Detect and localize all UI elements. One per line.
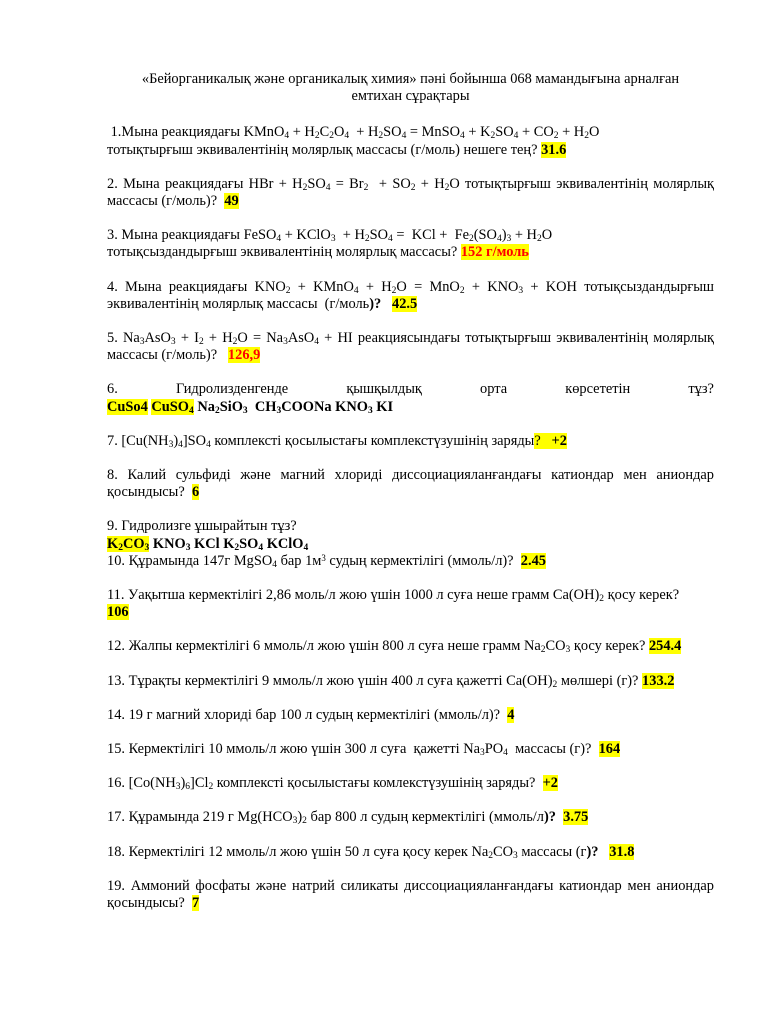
- subscript: 4: [303, 542, 309, 553]
- question-text: массасы (г: [517, 843, 587, 860]
- question-text: )?: [369, 295, 382, 312]
- question-6: [107, 381, 714, 415]
- answer-highlight: 164: [598, 741, 621, 758]
- question-text: O: [588, 124, 600, 141]
- subscript: 2: [459, 285, 465, 296]
- question-text: тотықтырғыш эквивалентінің молярлық массасы (г/моль) нешеге тең?: [107, 141, 542, 158]
- subscript: 4: [258, 542, 264, 553]
- subscript: 2: [391, 285, 397, 296]
- answer-highlight: 254.4: [648, 638, 682, 655]
- question-text: 8. Калий сульфиді және магний хлориді диссоциацияланғандағы катиондар мен аниондар қосындысы?: [107, 467, 718, 501]
- subscript: 2: [553, 131, 559, 142]
- page-title: [107, 71, 714, 105]
- subscript: 3: [506, 234, 512, 245]
- question-text: + I: [175, 330, 199, 347]
- question-text: (SO: [473, 227, 497, 244]
- subscript: 4: [314, 337, 319, 348]
- question-10: [107, 553, 714, 570]
- subscript: 4: [388, 234, 393, 245]
- question-text: KI: [372, 398, 394, 415]
- subscript: 4: [178, 439, 183, 450]
- question-text: тотықсыздандырғыш эквивалентінің молярлық массасы?: [107, 244, 461, 261]
- answer-highlight: 106: [107, 604, 129, 621]
- subscript: 3: [139, 337, 145, 348]
- subscript: 2: [214, 405, 220, 416]
- question-text: тұз?: [688, 381, 714, 398]
- question-text: 18. Кермектілігі 12 ммоль/л жою үшін 50 л суға қосу керек Na: [107, 843, 489, 860]
- question-text: KClO: [263, 535, 304, 552]
- question-line: [107, 741, 714, 758]
- question-line: [107, 433, 714, 450]
- question-text: судың кермектілігі (ммоль/л)?: [325, 552, 521, 569]
- question-line: [107, 775, 714, 792]
- question-text: ): [180, 775, 186, 792]
- question-text: AsO: [287, 330, 315, 347]
- question-line: [107, 638, 714, 655]
- answer-highlight: 6: [191, 484, 200, 501]
- question-8: [107, 467, 718, 501]
- subscript: 4: [276, 234, 282, 245]
- question-text: = Br: [330, 175, 364, 192]
- question-text: қосу керек?: [570, 638, 649, 655]
- answer-highlight: 152 г/моль: [460, 244, 529, 261]
- question-text: 19. Аммоний фосфаты және натрий силикаты диссоциацияланғандағы катиондар мен аниондар қосындысы?: [107, 877, 718, 912]
- question-text: SO: [307, 175, 326, 192]
- question-text: [598, 844, 609, 860]
- subscript: 2: [490, 131, 496, 142]
- question-1: [107, 124, 714, 158]
- question-text: 5. Na: [107, 330, 140, 347]
- question-9: [107, 518, 714, 552]
- subscript: 2: [536, 234, 542, 245]
- subscript: 2: [410, 182, 416, 193]
- question-text: 9. Гидролизге ұшырайтын тұз?: [107, 518, 297, 535]
- subscript: 2: [364, 234, 370, 245]
- subscript: 2: [234, 542, 240, 553]
- subscript: 2: [208, 782, 214, 793]
- subscript: 3: [242, 405, 248, 416]
- question-line: [107, 809, 714, 826]
- question-line: [107, 877, 718, 912]
- question-text: 12. Жалпы кермектілігі 6 ммоль/л жою үшін 800 л суға неше грамм Na: [107, 638, 541, 655]
- subscript: 2: [444, 182, 450, 193]
- question-text: + H: [511, 227, 537, 244]
- question-line: [107, 553, 714, 570]
- question-text: COONa KNO: [281, 398, 368, 415]
- subscript: 3: [283, 337, 288, 348]
- question-line: [107, 844, 714, 861]
- question-text: SO: [383, 124, 402, 141]
- question-text: + H: [203, 330, 233, 347]
- subscript: 2: [232, 337, 238, 348]
- question-text: = KCl + Fe: [392, 227, 469, 244]
- question-text: + H: [289, 124, 315, 141]
- question-text: 1.Мына реакциядағы KMnO: [107, 124, 285, 141]
- question-line: [107, 227, 714, 244]
- subscript: 3: [276, 405, 282, 416]
- superscript: 3: [321, 552, 326, 563]
- question-text: 16. [Co(NH: [107, 775, 176, 792]
- subscript: 4: [353, 285, 359, 296]
- subscript: 2: [363, 182, 369, 193]
- question-text: ): [173, 432, 179, 449]
- question-text: + KClO: [281, 227, 331, 244]
- subscript: 3: [175, 782, 181, 793]
- question-14: [107, 707, 714, 724]
- question-text: 6.: [107, 381, 118, 398]
- answer-highlight: 133.2: [642, 672, 675, 689]
- question-line: [107, 142, 714, 159]
- question-18: [107, 844, 714, 861]
- subscript: 4: [325, 182, 331, 193]
- question-text: = MnSO: [406, 124, 461, 141]
- question-text: ]SO: [182, 432, 207, 449]
- question-text: O = Na: [237, 330, 284, 347]
- subscript: 3: [168, 439, 174, 450]
- question-text: SO: [369, 227, 389, 244]
- title-line-2: емтихан сұрақтары: [351, 88, 470, 105]
- question-text: Na: [193, 398, 215, 415]
- question-line: [107, 518, 714, 535]
- question-text: + K: [464, 124, 491, 141]
- question-13: [107, 673, 714, 690]
- answer-highlight: 126,9: [227, 347, 261, 364]
- subscript: 6: [185, 782, 191, 793]
- question-text: ): [501, 227, 507, 244]
- answer-highlight: 31.6: [541, 141, 567, 158]
- answer-highlight: 2.45: [520, 552, 546, 569]
- question-text: + KMnO: [290, 278, 354, 295]
- question-text: [381, 296, 392, 312]
- subscript: 4: [284, 131, 290, 142]
- question-line: [107, 467, 718, 501]
- question-text: + HI реакциясындағы тотықтырғыш эквивалентінің молярлық массасы (г/моль)?: [107, 330, 718, 364]
- question-text: + H: [335, 227, 365, 244]
- question-17: [107, 809, 714, 826]
- question-text: мөлшері (г)?: [557, 672, 643, 689]
- answer-highlight: 4: [507, 706, 515, 723]
- subscript: 2: [329, 131, 334, 142]
- subscript: 2: [378, 131, 384, 142]
- subscript: 3: [518, 285, 524, 296]
- answer-highlight: CuSo4: [107, 398, 148, 415]
- answer-highlight: 3.75: [563, 809, 589, 826]
- question-16: [107, 775, 714, 792]
- question-text: O = MnO: [396, 278, 460, 295]
- question-text: CH: [247, 398, 277, 415]
- subscript: 3: [185, 542, 191, 553]
- question-text: )?: [586, 843, 599, 860]
- subscript: 3: [170, 337, 176, 348]
- subscript: 3: [330, 234, 336, 245]
- subscript: 3: [513, 850, 518, 861]
- subscript: 4: [206, 439, 211, 450]
- subscript: 4: [460, 131, 465, 142]
- question-text: SO: [495, 124, 514, 141]
- question-text: 3. Мына реакциядағы FeSO: [107, 227, 277, 244]
- subscript: 2: [540, 645, 546, 656]
- question-text: C: [319, 124, 330, 141]
- question-7: [107, 433, 714, 450]
- subscript: 2: [599, 594, 605, 605]
- question-text: CO: [545, 638, 566, 655]
- question-line: [107, 707, 714, 724]
- question-text: + SO: [368, 175, 411, 192]
- answer-highlight: CuSO: [151, 398, 189, 415]
- question-text: + CO: [518, 124, 554, 141]
- question-text: 15. Кермектілігі 10 ммоль/л жою үшін 300 л суға қажетті Na: [107, 741, 481, 758]
- question-text: қышқылдық: [346, 381, 422, 398]
- question-text: 10. Құрамында 147г MgSO: [107, 552, 273, 569]
- answer-highlight: CO: [122, 535, 145, 552]
- question-text: 13. Тұрақты кермектілігі 9 ммоль/л жою үшін 400 л суға қажетті Ca(OH): [107, 672, 553, 689]
- subscript: 4: [401, 131, 407, 142]
- question-text: KNO: [149, 535, 186, 552]
- question-line: [107, 124, 714, 141]
- question-text: SO: [239, 535, 259, 552]
- question-text: бар 1м: [276, 552, 322, 569]
- title-line-1: «Бейорганикалық және органикалық химия» пәні бойынша 068 мамандығына арналған: [141, 71, 680, 87]
- question-text: O: [333, 124, 345, 141]
- question-text: CO: [493, 843, 513, 860]
- question-text: комплексті қосылыстағы комлекстүзушінің заряды?: [213, 775, 543, 792]
- question-text: 17. Құрамында 219 г Mg(HCO: [107, 809, 293, 826]
- subscript: 2: [118, 542, 123, 553]
- subscript: 4: [496, 234, 502, 245]
- question-text: SiO: [219, 398, 243, 415]
- question-text: 14. 19 г магний хлориді бар 100 л судың кермектілігі (ммоль/л)?: [107, 706, 508, 723]
- question-text: 11. Уақытша кермектілігі 2,86 моль/л жою үшін 1000 л суға неше грамм Ca(OH): [107, 587, 600, 604]
- question-line: [107, 381, 714, 398]
- subscript: 2: [285, 285, 291, 296]
- subscript: 2: [469, 234, 474, 245]
- subscript: 4: [344, 131, 350, 142]
- subscript: 2: [488, 850, 493, 861]
- subscript: 3: [367, 405, 373, 416]
- subscript: 2: [314, 131, 320, 142]
- subscript: 2: [198, 337, 204, 348]
- question-text: KCl K: [190, 535, 235, 552]
- answer-highlight: K: [107, 535, 119, 552]
- question-line: [107, 278, 718, 313]
- question-2: [107, 175, 718, 210]
- subscript: 4: [272, 559, 277, 570]
- question-4: [107, 278, 718, 313]
- question-15: [107, 741, 714, 758]
- answer-highlight: 42.5: [392, 295, 418, 312]
- subscript: 3: [565, 645, 571, 656]
- question-text: + H: [415, 175, 445, 192]
- question-text: + KOH тотықсыздандырғыш эквивалентінің молярлық массасы (г/моль: [107, 278, 718, 312]
- question-text: )?: [543, 809, 556, 826]
- subscript: 2: [552, 679, 558, 690]
- question-11: [107, 587, 714, 621]
- question-line: [107, 673, 714, 690]
- answer-highlight: 49: [224, 193, 239, 210]
- answer-highlight: 31.8: [609, 843, 635, 860]
- question-line: [107, 399, 714, 416]
- question-text: 2. Мына реакциядағы HBr + H: [107, 175, 303, 192]
- subscript: 4: [503, 748, 508, 759]
- question-line: [107, 536, 714, 553]
- question-line: [107, 330, 718, 364]
- question-text: O: [541, 227, 553, 244]
- subscript: 3: [292, 816, 298, 827]
- question-text: 4. Мына реакциядағы KNO: [107, 278, 286, 295]
- question-text: комплексті қосылыстағы комплекстүзушінің заряды: [210, 432, 535, 449]
- question-3: [107, 227, 714, 261]
- subscript: 2: [584, 131, 589, 142]
- question-line: [107, 244, 714, 261]
- question-list: [107, 124, 718, 912]
- answer-highlight: 7: [191, 895, 200, 912]
- question-text: ]Cl: [190, 775, 209, 792]
- question-text: + H: [349, 124, 379, 141]
- subscript: 3: [480, 748, 485, 759]
- question-text: ): [297, 809, 303, 826]
- question-text: массасы (г)?: [507, 741, 599, 758]
- question-text: PO: [484, 741, 504, 758]
- question-text: + KNO: [464, 278, 519, 295]
- question-text: Гидролизденгенде: [175, 381, 289, 398]
- question-5: [107, 330, 718, 364]
- question-text: көрсететін: [565, 381, 631, 398]
- question-text: + H: [358, 278, 392, 295]
- question-19: [107, 877, 718, 912]
- answer-highlight: +2: [551, 432, 567, 449]
- subscript: 2: [302, 182, 308, 193]
- question-text: бар 800 л судың кермектілігі (ммоль/л: [306, 809, 544, 826]
- question-text: O тотықтырғыш эквивалентінің молярлық массасы (г/моль)?: [107, 175, 718, 210]
- question-line: [107, 175, 718, 210]
- question-text: 7. [Cu(NH: [107, 432, 169, 449]
- question-text: + H: [558, 124, 585, 141]
- formula-index: [304, 536, 309, 552]
- subscript: 3: [144, 542, 150, 553]
- subscript: 4: [189, 405, 194, 416]
- question-12: [107, 638, 714, 655]
- question-text: қосу керек?: [604, 587, 680, 604]
- question-line: [107, 604, 714, 621]
- question-text: орта: [480, 381, 508, 398]
- subscript: 4: [513, 131, 519, 142]
- question-line: [107, 587, 714, 604]
- question-text: AsO: [144, 330, 171, 347]
- answer-highlight: ?: [534, 432, 552, 449]
- subscript: 2: [302, 816, 307, 827]
- answer-highlight: +2: [542, 775, 558, 792]
